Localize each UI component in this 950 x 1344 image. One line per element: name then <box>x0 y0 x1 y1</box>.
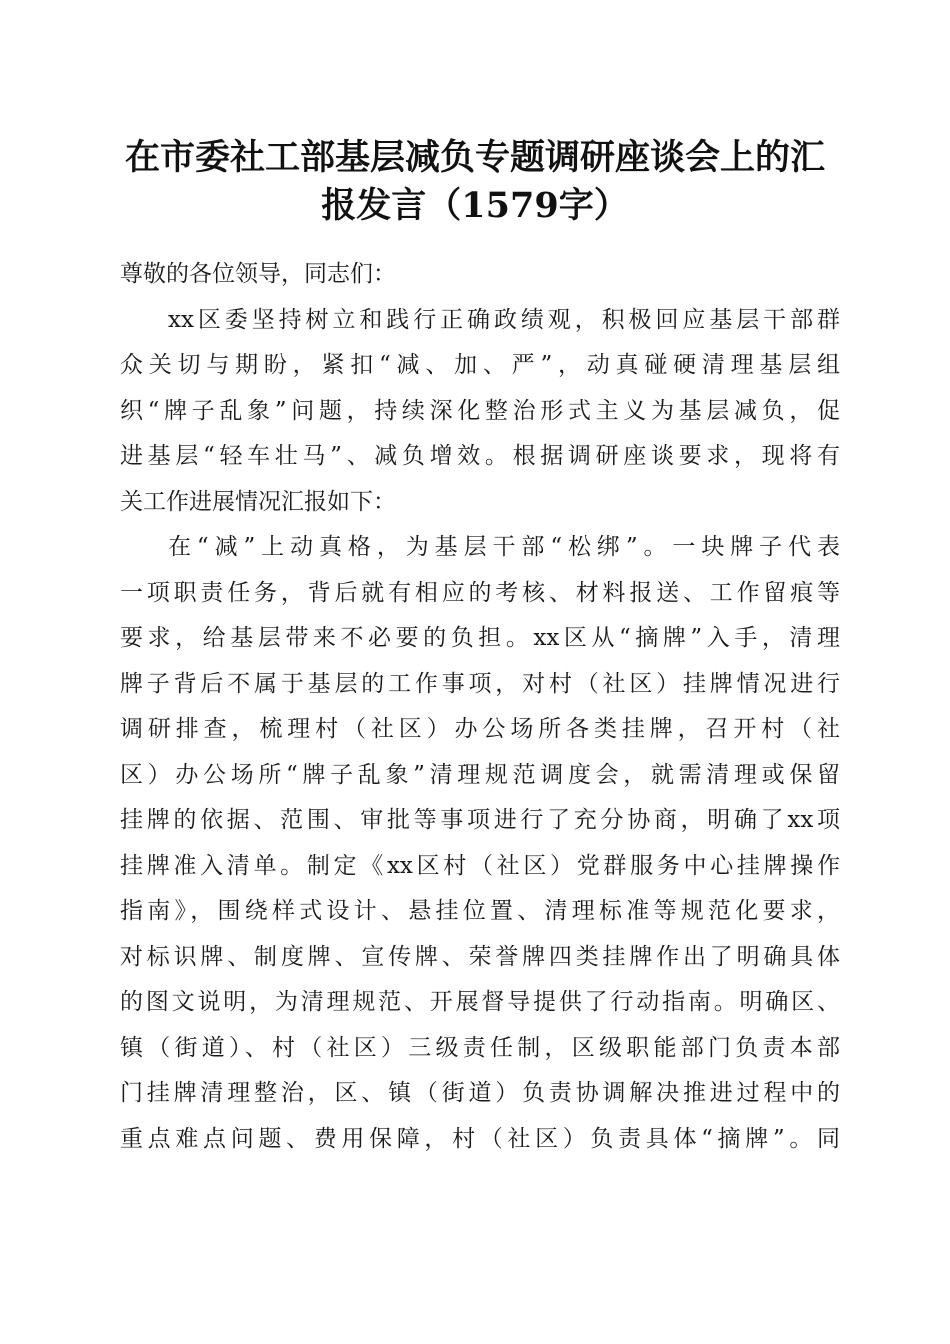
paragraph-line: 牌子背后不属于基层的工作事项，对村（社区）挂牌情况进行 <box>120 670 840 697</box>
paragraph-line: 区）办公场所“牌子乱象”清理规范调度会，就需清理或保留 <box>120 761 840 788</box>
title-line: 报发言（1579字） <box>321 185 629 226</box>
paragraph-line: 调研排查，梳理村（社区）办公场所各类挂牌，召开村（社 <box>120 716 840 742</box>
paragraph-line: 镇（街道）、村（社区）三级责任制，区级职能部门负责本部 <box>120 1034 840 1061</box>
title-line: 在市委社工部基层减负专题调研座谈会上的汇 <box>124 137 825 178</box>
paragraph-line: xx区委坚持树立和践行正确政绩观，积极回应基层干部群 <box>168 306 840 333</box>
paragraph-2 <box>120 525 840 1162</box>
paragraph-line: 门挂牌清理整治，区、镇（街道）负责协调解决推进过程中的 <box>120 1080 840 1106</box>
paragraph-line: 在“减”上动真格，为基层干部“松绑”。一块牌子代表 <box>168 534 840 560</box>
salutation: 尊敬的各位领导，同志们： <box>120 261 396 287</box>
paragraph-line: 织“牌子乱象”问题，持续深化整治形式主义为基层减负，促 <box>120 397 840 424</box>
paragraph-line: 进基层“轻车壮马”、减负增效。根据调研座谈要求，现将有 <box>120 443 840 469</box>
paragraph-line: 众关切与期盼，紧扣“减、加、严”，动真碰硬清理基层组 <box>120 352 840 378</box>
document-title <box>100 134 850 230</box>
paragraph-line: 关工作进展情况汇报如下： <box>120 488 396 515</box>
paragraph-line: 的图文说明，为清理规范、开展督导提供了行动指南。明确区、 <box>120 989 840 1015</box>
paragraph-line: 指南》，围绕样式设计、悬挂位置、清理标准等规范化要求， <box>120 898 840 924</box>
document-body <box>120 252 840 1162</box>
paragraph-line: 挂牌准入清单。制定《xx区村（社区）党群服务中心挂牌操作 <box>120 852 840 879</box>
paragraph-1 <box>120 298 840 526</box>
paragraph-line: 挂牌的依据、范围、审批等事项进行了充分协商，明确了xx项 <box>120 807 840 833</box>
paragraph-line: 要求，给基层带来不必要的负担。xx区从“摘牌”入手，清理 <box>120 625 840 651</box>
paragraph-line: 一项职责任务，背后就有相应的考核、材料报送、工作留痕等 <box>120 579 840 606</box>
paragraph-line: 对标识牌、制度牌、宣传牌、荣誉牌四类挂牌作出了明确具体 <box>120 943 840 970</box>
paragraph-line: 重点难点问题、费用保障，村（社区）负责具体“摘牌”。同 <box>120 1125 840 1152</box>
